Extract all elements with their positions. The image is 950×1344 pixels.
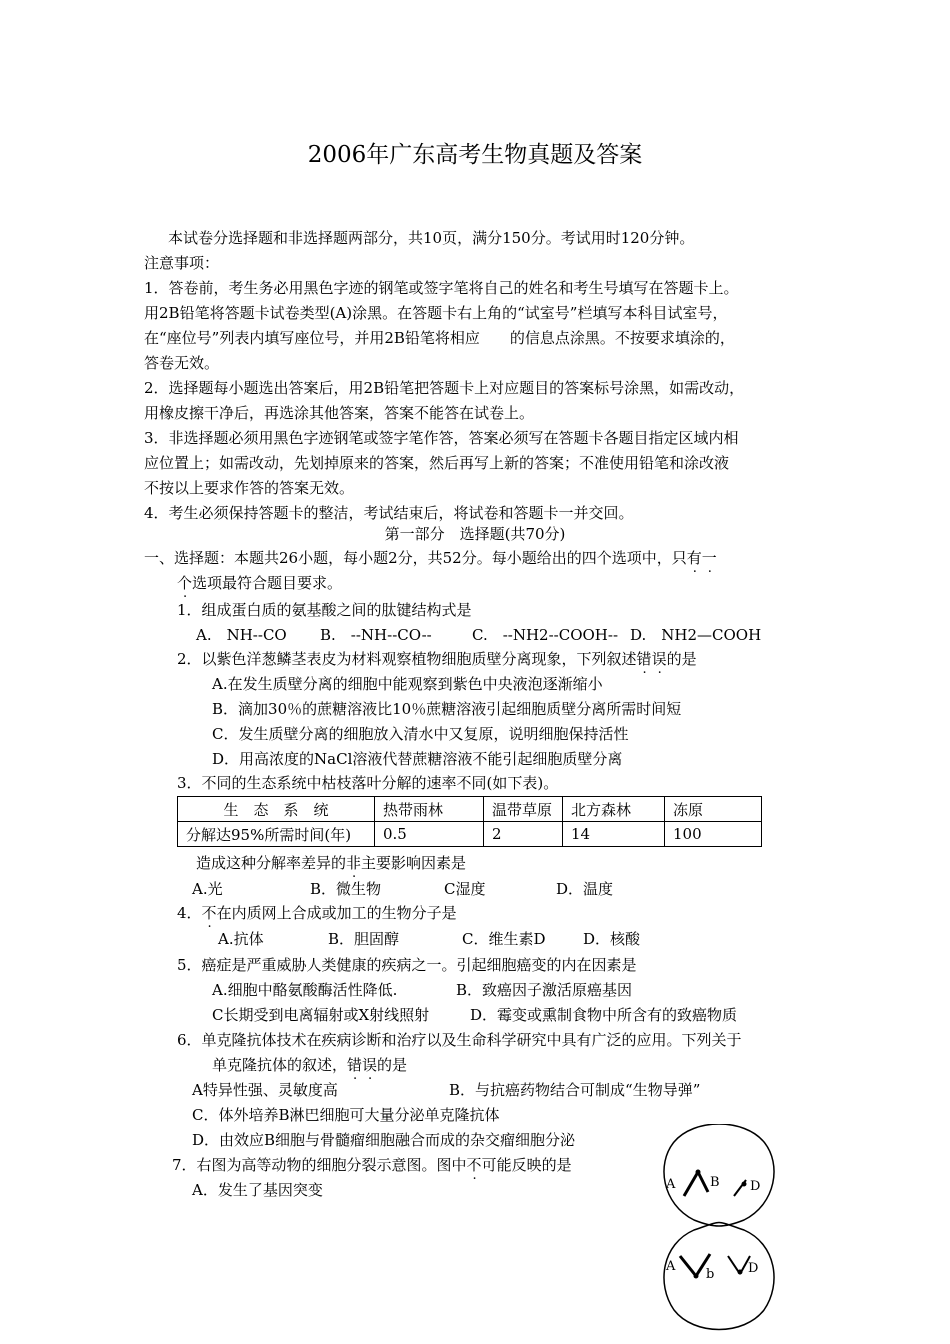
table-cell: 分解达95%所需时间(年) — [178, 822, 375, 847]
centromere-upper-d — [742, 1182, 747, 1187]
q4-stem: 4．不在内质网上合成或加工的生物分子是 — [177, 904, 457, 922]
label-upper-b: B — [710, 1175, 720, 1190]
table-cell: 2 — [484, 822, 563, 847]
q6-option-d: D．由效应B细胞与骨髓瘤细胞融合而成的杂交瘤细胞分泌 — [192, 1131, 576, 1149]
q3-option-b: B．微生物 — [310, 880, 382, 898]
q5-option-a: A.细胞中酪氨酸酶活性降低. — [212, 981, 398, 999]
q2-option-a: A.在发生质壁分离的细胞中能观察到紫色中央液泡逐渐缩小 — [212, 675, 603, 693]
q5-option-b: B．致癌因子激活原癌基因 — [456, 981, 633, 999]
q3-option-c: C湿度 — [444, 880, 486, 898]
notice-1-line-2: 用2B铅笔将答题卡试卷类型(A)涂黑。在答题卡右上角的“试室号”栏填写本科目试室号， — [144, 304, 728, 322]
q2-option-b: B．滴加30％的蔗糖溶液比10％蔗糖溶液引起细胞质壁分离所需时间短 — [212, 700, 682, 718]
q1-option-a: A. NH--CO — [196, 626, 287, 644]
notice-3-line-1: 3．非选择题必须用黑色字迹钢笔或签字笔作答，答案必须写在答题卡各题目指定区域内相 — [144, 429, 739, 447]
notice-1-line-1: 1．答卷前，考生务必用黑色字迹的钢笔或签字笔将自己的姓名和考生号填写在答题卡上。 — [144, 279, 739, 297]
notice-3-line-2: 应位置上；如需改动，先划掉原来的答案，然后再写上新的答案；不准使用铅笔和涂改液 — [144, 454, 730, 472]
decomposition-table — [177, 796, 762, 847]
q7-option-a: A．发生了基因突变 — [192, 1181, 323, 1199]
cell-division-figure — [654, 1124, 784, 1342]
q6-stem-line-2: 单克隆抗体的叙述，错误的是 — [212, 1056, 408, 1074]
q3-question: 造成这种分解率差异的非主要影响因素是 — [196, 854, 467, 872]
notice-1-line-4: 答卷无效。 — [144, 354, 220, 372]
notice-1-line-3: 在“座位号”列表内填写座位号，并用2B铅笔将相应 的信息点涂黑。不按要求填涂的， — [144, 329, 735, 347]
page-title: 2006年广东高考生物真题及答案 — [307, 142, 643, 168]
label-lower-a: A — [666, 1259, 676, 1274]
part1-heading-line-1: 一、选择题：本题共26小题，每小题2分，共52分。每小题给出的四个选项中，只有一 — [144, 549, 717, 567]
table-header-cell: 温带草原 — [484, 797, 563, 822]
label-lower-b: b — [706, 1267, 715, 1282]
q5-option-c: C长期受到电离辐射或X射线照射 — [212, 1006, 430, 1024]
table-cell: 100 — [665, 822, 762, 847]
centromere-upper-ab — [696, 1170, 701, 1175]
q6-option-b: B．与抗癌药物结合可制成“生物导弹” — [449, 1081, 701, 1099]
label-upper-d: D — [750, 1179, 761, 1194]
table-header-cell: 热带雨林 — [375, 797, 484, 822]
label-lower-d: D — [748, 1261, 759, 1276]
table-cell: 0.5 — [375, 822, 484, 847]
q5-option-d: D．霉变或熏制食物中所含有的致癌物质 — [470, 1006, 738, 1024]
q6-option-c: C．体外培养B淋巴细胞可大量分泌单克隆抗体 — [192, 1106, 500, 1124]
table-header-row — [178, 797, 762, 822]
notice-4: 4．考生必须保持答题卡的整洁，考试结束后，将试卷和答题卡一并交回。 — [144, 504, 634, 522]
q1-option-b: B. --NH--CO-- — [320, 626, 432, 644]
q5-stem: 5．癌症是严重威胁人类健康的疾病之一。引起细胞癌变的内在因素是 — [177, 956, 637, 974]
centromere-lower-d — [738, 1270, 743, 1275]
chromosome-upper-a — [684, 1172, 698, 1196]
label-upper-a: A — [666, 1177, 676, 1192]
q6-stem-line-1: 6．单克隆抗体技术在疾病诊断和治疗以及生命科学研究中具有广泛的应用。下列关于 — [177, 1031, 742, 1049]
notice-2-line-2: 用橡皮擦干净后，再选涂其他答案，答案不能答在试卷上。 — [144, 404, 535, 422]
q1-option-d: D. NH2—COOH — [630, 626, 762, 644]
q3-option-a: A.光 — [192, 880, 223, 898]
q3-option-d: D．温度 — [556, 880, 614, 898]
table-row — [178, 822, 762, 847]
table-header-cell: 生 态 系 统 — [178, 797, 375, 822]
section-heading: 第一部分 选择题(共70分) — [384, 525, 566, 543]
q2-option-c: C．发生质壁分离的细胞放入清水中又复原，说明细胞保持活性 — [212, 725, 629, 743]
q3-stem: 3．不同的生态系统中枯枝落叶分解的速率不同(如下表)。 — [177, 774, 559, 792]
part1-heading-line-2: 个选项最符合题目要求。 — [177, 574, 343, 592]
q4-option-b: B．胆固醇 — [328, 930, 400, 948]
notice-label: 注意事项： — [144, 254, 220, 272]
centromere-lower-ab — [694, 1274, 699, 1279]
chromosome-upper-b — [698, 1172, 708, 1192]
table-header-cell: 冻原 — [665, 797, 762, 822]
table-cell: 14 — [563, 822, 665, 847]
table-header-cell: 北方森林 — [563, 797, 665, 822]
q4-option-c: C．维生素D — [462, 930, 546, 948]
intro-text: 本试卷分选择题和非选择题两部分，共10页，满分150分。考试用时120分钟。 — [168, 229, 695, 247]
q4-option-a: A.抗体 — [218, 930, 264, 948]
q6-option-a: A特异性强、灵敏度高 — [192, 1081, 338, 1099]
notice-3-line-3: 不按以上要求作答的答案无效。 — [144, 479, 355, 497]
lower-cell-outline — [664, 1223, 774, 1330]
q4-option-d: D．核酸 — [583, 930, 641, 948]
q7-stem: 7．右图为高等动物的细胞分裂示意图。图中不可能反映的是 — [172, 1156, 572, 1174]
q2-stem: 2．以紫色洋葱鳞茎表皮为材料观察植物细胞质壁分离现象，下列叙述错误的是 — [177, 650, 697, 668]
notice-2-line-1: 2．选择题每小题选出答案后，用2B铅笔把答题卡上对应题目的答案标号涂黑，如需改动， — [144, 379, 745, 397]
chromosome-lower-a — [680, 1256, 696, 1276]
q1-stem: 1．组成蛋白质的氨基酸之间的肽键结构式是 — [177, 601, 472, 619]
q2-option-d: D．用高浓度的NaCl溶液代替蔗糖溶液不能引起细胞质壁分离 — [212, 750, 623, 768]
q1-option-c: C. --NH2--COOH-- — [472, 626, 619, 644]
